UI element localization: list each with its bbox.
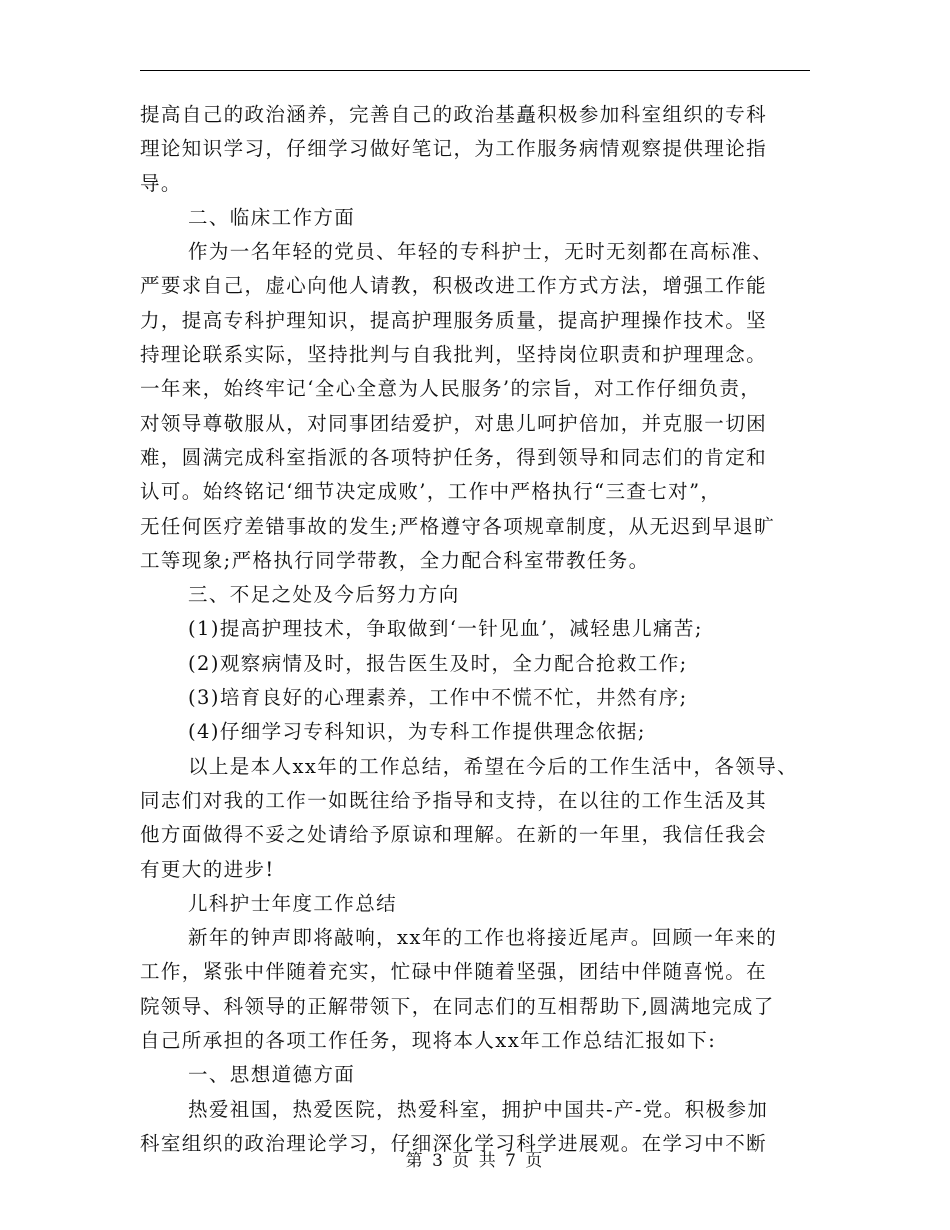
text-line: 对领导尊敬服从，对同事团结爱护，对患儿呵护倍加，并克服一切困 xyxy=(140,411,768,435)
text-line: 无任何医疗差错事故的发生;严格遵守各项规章制度，从无迟到早退旷 xyxy=(140,514,775,538)
text-line: 热爱祖国，热爱医院，热爱科室，拥护中国共-产-党。积极参加 xyxy=(188,1097,769,1121)
text-line: 导。 xyxy=(140,171,182,195)
text-line: 一年来，始终牢记‘全心全意为人民服务’的宗旨，对工作仔细负责， xyxy=(140,377,762,401)
text-line: (3)培育良好的心理素养，工作中不慌不忙，井然有序; xyxy=(188,686,688,710)
text-line: (1)提高护理技术，争取做到‘一针见血’，减轻患儿痛苦; xyxy=(188,617,703,641)
text-line: 有更大的进步! xyxy=(140,857,275,881)
text-line: 难，圆满完成科室指派的各项特护任务，得到领导和同志们的肯定和 xyxy=(140,445,768,469)
text-line: 三、不足之处及今后努力方向 xyxy=(188,583,460,607)
text-line: 他方面做得不妥之处请给予原谅和理解。在新的一年里，我信任我会 xyxy=(140,823,768,847)
text-line: 作为一名年轻的党员、年轻的专科护士，无时无刻都在高标准、 xyxy=(188,240,774,264)
text-line: 儿科护士年度工作总结 xyxy=(188,891,398,915)
text-line: (2)观察病情及时，报告医生及时，全力配合抢救工作; xyxy=(188,651,688,675)
header-rule xyxy=(140,70,810,71)
text-line: 力，提高专科护理知识，提高护理服务质量，提高护理操作技术。坚 xyxy=(140,308,768,332)
text-line: 院领导、科领导的正解带领下，在同志们的互相帮助下,圆满地完成了 xyxy=(140,994,775,1018)
text-line: 工等现象;严格执行同学带教，全力配合科室带教任务。 xyxy=(140,548,650,572)
text-line: 工作，紧张中伴随着充实，忙碌中伴随着坚强，团结中伴随喜悦。在 xyxy=(140,960,768,984)
page-number: 第 3 页 共 7 页 xyxy=(405,1151,545,1171)
text-line: 严要求自己，虚心向他人请教，积极改进工作方式方法，增强工作能 xyxy=(140,274,768,298)
text-line: 新年的钟声即将敲响，xx年的工作也将接近尾声。回顾一年来的 xyxy=(188,926,778,950)
text-line: (4)仔细学习专科知识，为专科工作提供理念依据; xyxy=(188,720,646,744)
document-body xyxy=(140,98,820,1161)
text-line: 持理论联系实际，坚持批判与自我批判，坚持岗位职责和护理理念。 xyxy=(140,343,768,367)
text-line: 提高自己的政治涵养，完善自己的政治基矗积极参加科室组织的专科 xyxy=(140,103,768,126)
text-line: 科室组织的政治理论学习，仔细深化学习科学进展观。在学习中不断 xyxy=(140,1131,768,1155)
text-line: 以上是本人xx年的工作总结，希望在今后的工作生活中，各领导、 xyxy=(188,754,798,778)
text-line: 一、思想道德方面 xyxy=(188,1063,356,1087)
text-line: 同志们对我的工作一如既往给予指导和支持，在以往的工作生活及其 xyxy=(140,788,768,812)
text-line: 理论知识学习，仔细学习做好笔记，为工作服务病情观察提供理论指 xyxy=(140,137,768,161)
text-line: 二、临床工作方面 xyxy=(188,205,356,229)
text-line: 认可。始终铭记‘细节决定成败’，工作中严格执行“三查七对”， xyxy=(140,480,722,504)
text-line: 自己所承担的各项工作任务，现将本人xx年工作总结汇报如下: xyxy=(140,1029,717,1053)
